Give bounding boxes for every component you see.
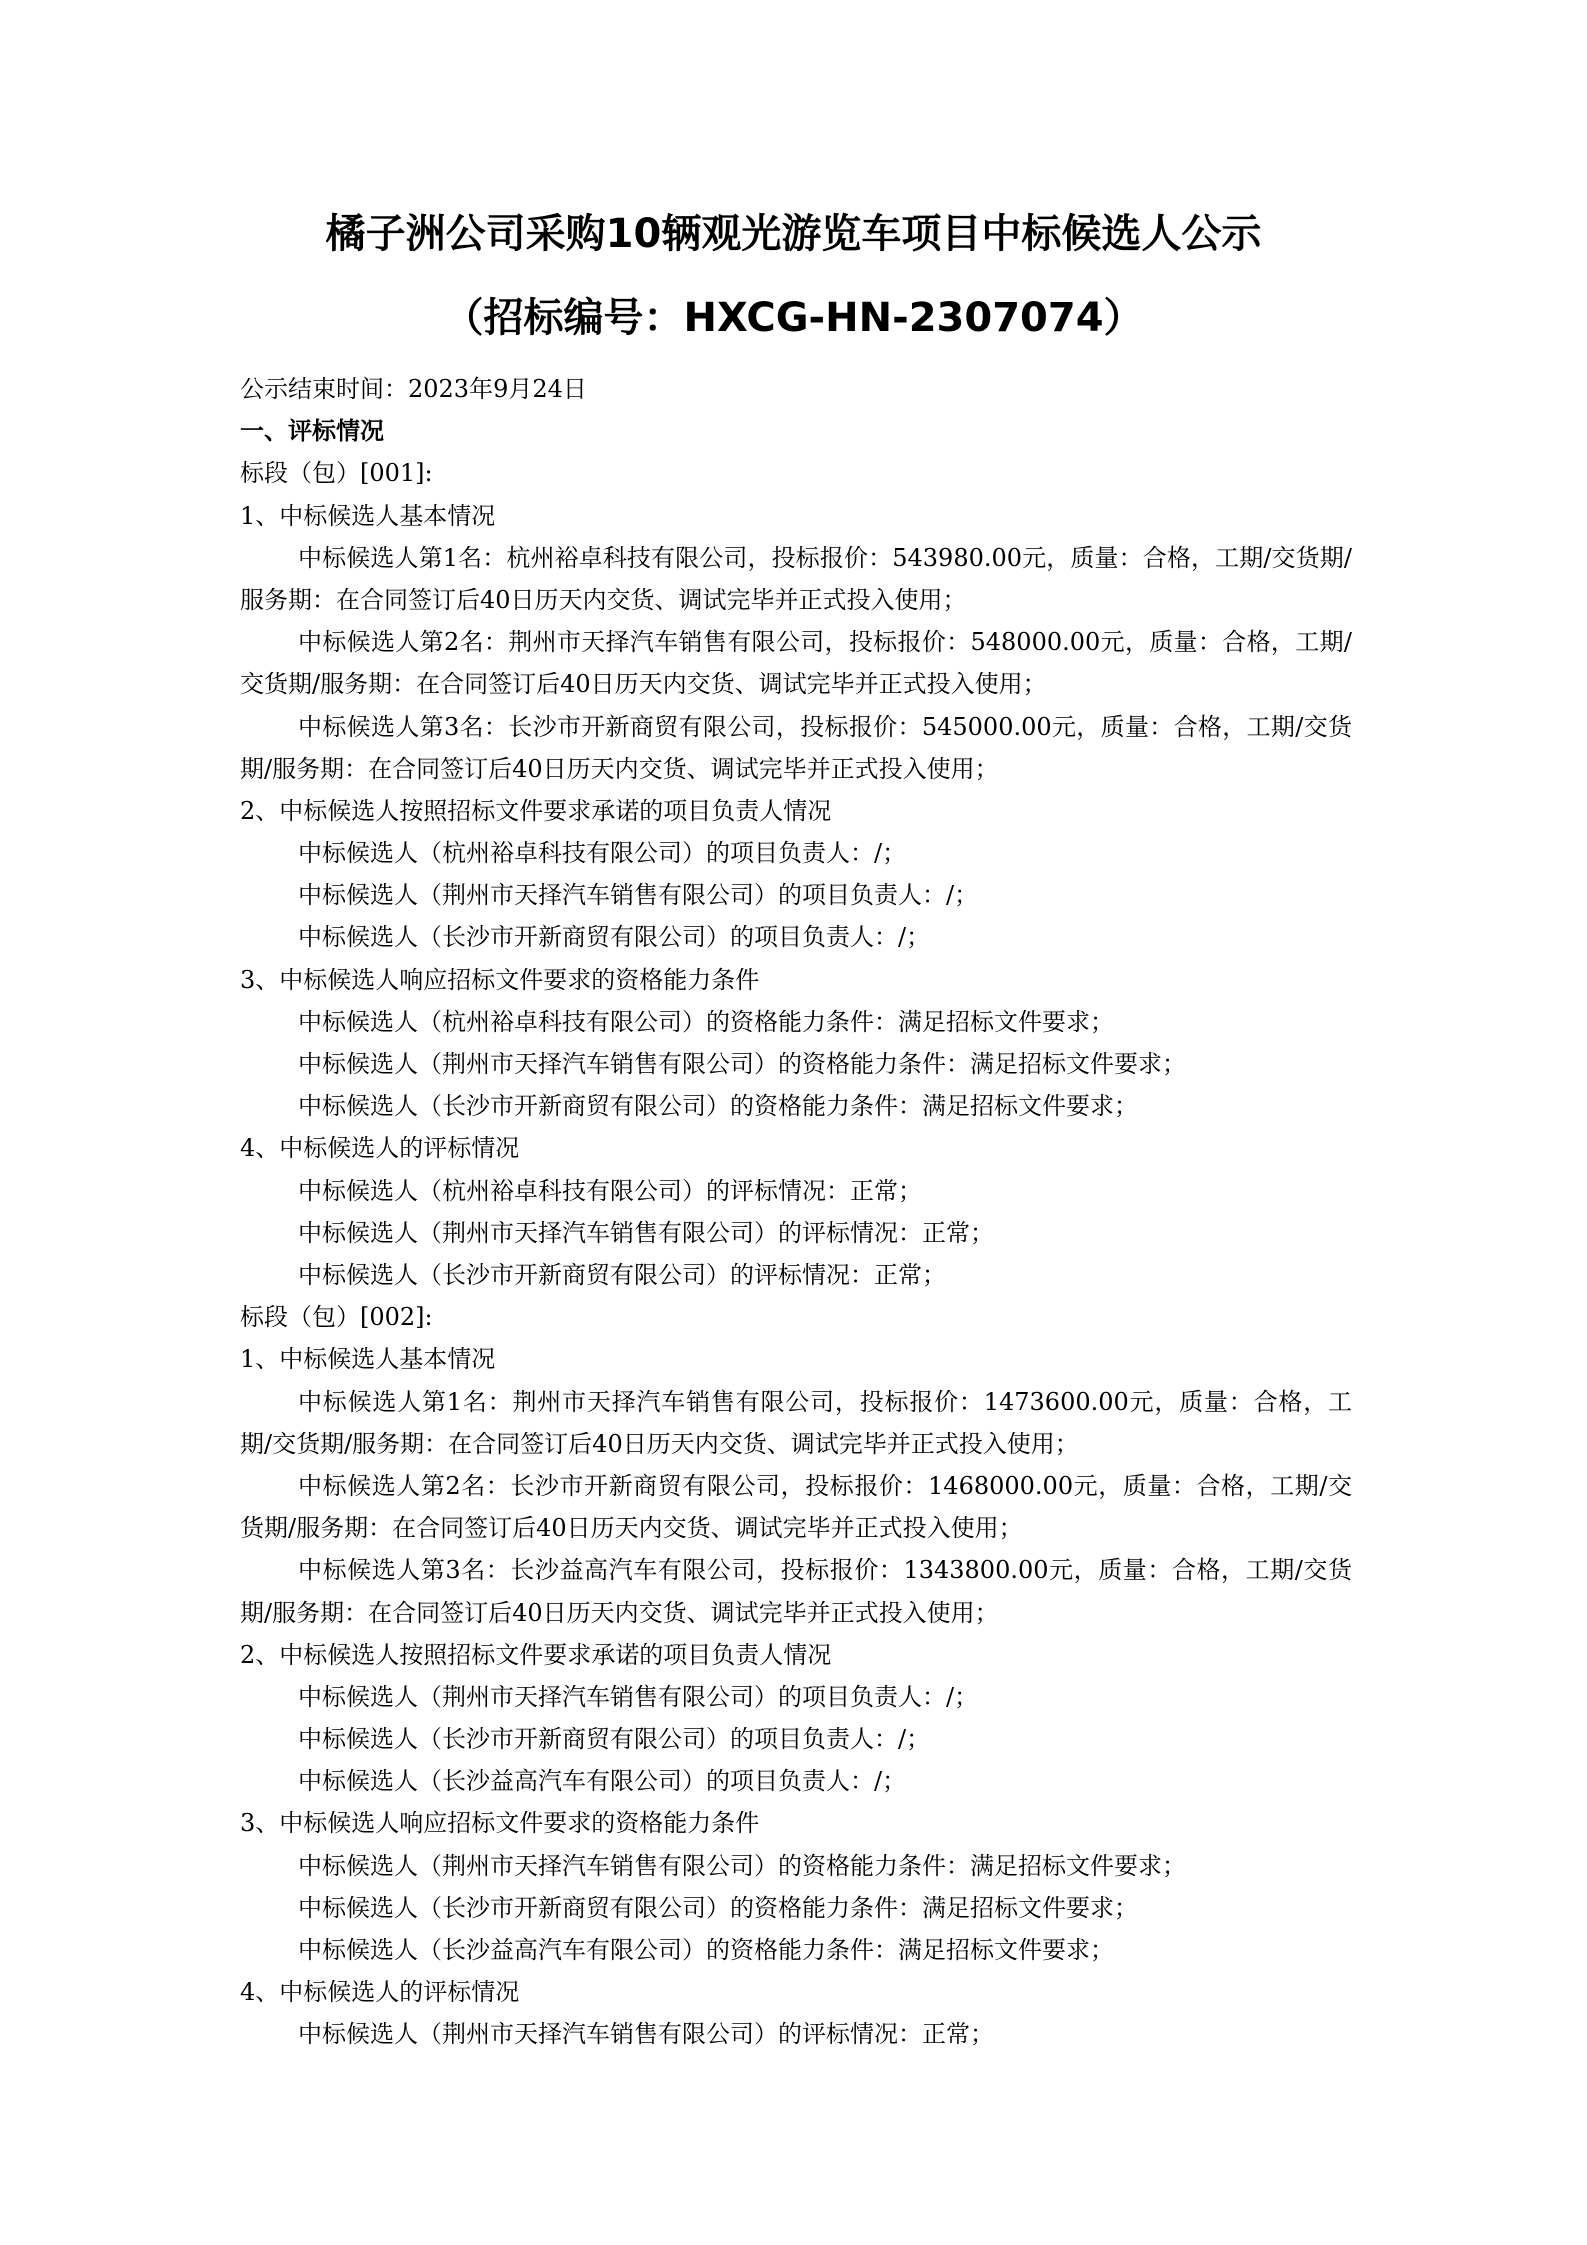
manager-entry: 中标候选人（杭州裕卓科技有限公司）的项目负责人：/； [298, 839, 907, 868]
lot-label: 标段（包）[002]: [240, 1303, 433, 1332]
lot-label: 标段（包）[001]: [240, 459, 433, 488]
evaluation-entry: 中标候选人（长沙市开新商贸有限公司）的评标情况：正常； [298, 1260, 946, 1289]
candidate-entry: 中标候选人第2名：荆州市天择汽车销售有限公司，投标报价：548000.00元，质量：合格，工期/交货期/服务期：在合同签订后40日历天内交货、调试完毕并正式投入使用； [240, 628, 1352, 699]
manager-entry: 中标候选人（长沙市开新商贸有限公司）的项目负责人：/； [298, 1725, 931, 1754]
qualification-entry: 中标候选人（荆州市天择汽车销售有限公司）的资格能力条件：满足招标文件要求； [298, 1050, 1186, 1079]
manager-entry: 中标候选人（长沙益高汽车有限公司）的项目负责人：/； [298, 1767, 907, 1796]
evaluation-entry: 中标候选人（杭州裕卓科技有限公司）的评标情况：正常； [298, 1176, 922, 1205]
qualification-entry: 中标候选人（荆州市天择汽车销售有限公司）的资格能力条件：满足招标文件要求； [298, 1851, 1186, 1880]
lot-section-002 [240, 1296, 1352, 2055]
candidate-entry: 中标候选人第2名：长沙市开新商贸有限公司，投标报价：1468000.00元，质量：合格，工期/交货期/服务期：在合同签订后40日历天内交货、调试完毕并正式投入使用； [240, 1471, 1352, 1543]
lot-section-001 [240, 452, 1352, 1296]
manager-entry: 中标候选人（长沙市开新商贸有限公司）的项目负责人：/； [298, 923, 931, 952]
subsection-heading: 3、中标候选人响应招标文件要求的资格能力条件 [240, 1809, 760, 1838]
subsection-heading: 4、中标候选人的评标情况 [240, 1978, 520, 2007]
subsection-heading: 1、中标候选人基本情况 [240, 1345, 496, 1374]
candidate-entry: 中标候选人第1名：荆州市天择汽车销售有限公司，投标报价：1473600.00元，质量：合格，工期/交货期/服务期：在合同签订后40日历天内交货、调试完毕并正式投入使用； [240, 1387, 1352, 1458]
evaluation-entry: 中标候选人（荆州市天择汽车销售有限公司）的评标情况：正常； [298, 1218, 994, 1247]
qualification-entry: 中标候选人（长沙市开新商贸有限公司）的资格能力条件：满足招标文件要求； [298, 1092, 1138, 1121]
manager-entry: 中标候选人（荆州市天择汽车销售有限公司）的项目负责人：/； [298, 1682, 979, 1711]
qualification-entry: 中标候选人（杭州裕卓科技有限公司）的资格能力条件：满足招标文件要求； [298, 1007, 1114, 1036]
subsection-heading: 1、中标候选人基本情况 [240, 501, 496, 530]
subsection-heading: 2、中标候选人按照招标文件要求承诺的项目负责人情况 [240, 796, 832, 825]
section-heading: 一、评标情况 [240, 417, 384, 446]
subsection-heading: 4、中标候选人的评标情况 [240, 1134, 520, 1163]
qualification-entry: 中标候选人（长沙市开新商贸有限公司）的资格能力条件：满足招标文件要求； [298, 1893, 1138, 1922]
candidate-entry: 中标候选人第3名：长沙益高汽车有限公司，投标报价：1343800.00元，质量：合格，工期/交货期/服务期：在合同签订后40日历天内交货、调试完毕并正式投入使用； [240, 1556, 1352, 1627]
page-title: 橘子洲公司采购10辆观光游览车项目中标候选人公示 [325, 211, 1262, 257]
tender-number: （招标编号：HXCG-HN-2307074） [443, 295, 1144, 341]
evaluation-entry: 中标候选人（荆州市天择汽车销售有限公司）的评标情况：正常； [298, 2020, 994, 2049]
candidate-entry: 中标候选人第3名：长沙市开新商贸有限公司，投标报价：545000.00元，质量：合格，工期/交货期/服务期：在合同签订后40日历天内交货、调试完毕并正式投入使用； [240, 712, 1352, 783]
subsection-heading: 3、中标候选人响应招标文件要求的资格能力条件 [240, 965, 760, 994]
candidate-entry: 中标候选人第1名：杭州裕卓科技有限公司，投标报价：543980.00元，质量：合格，工期/交货期/服务期：在合同签订后40日历天内交货、调试完毕并正式投入使用； [240, 543, 1352, 614]
notice-end-time: 公示结束时间：2023年9月24日 [240, 375, 587, 403]
qualification-entry: 中标候选人（长沙益高汽车有限公司）的资格能力条件：满足招标文件要求； [298, 1936, 1114, 1965]
subsection-heading: 2、中标候选人按照招标文件要求承诺的项目负责人情况 [240, 1640, 832, 1669]
manager-entry: 中标候选人（荆州市天择汽车销售有限公司）的项目负责人：/； [298, 881, 979, 910]
document-body [240, 368, 1352, 2056]
